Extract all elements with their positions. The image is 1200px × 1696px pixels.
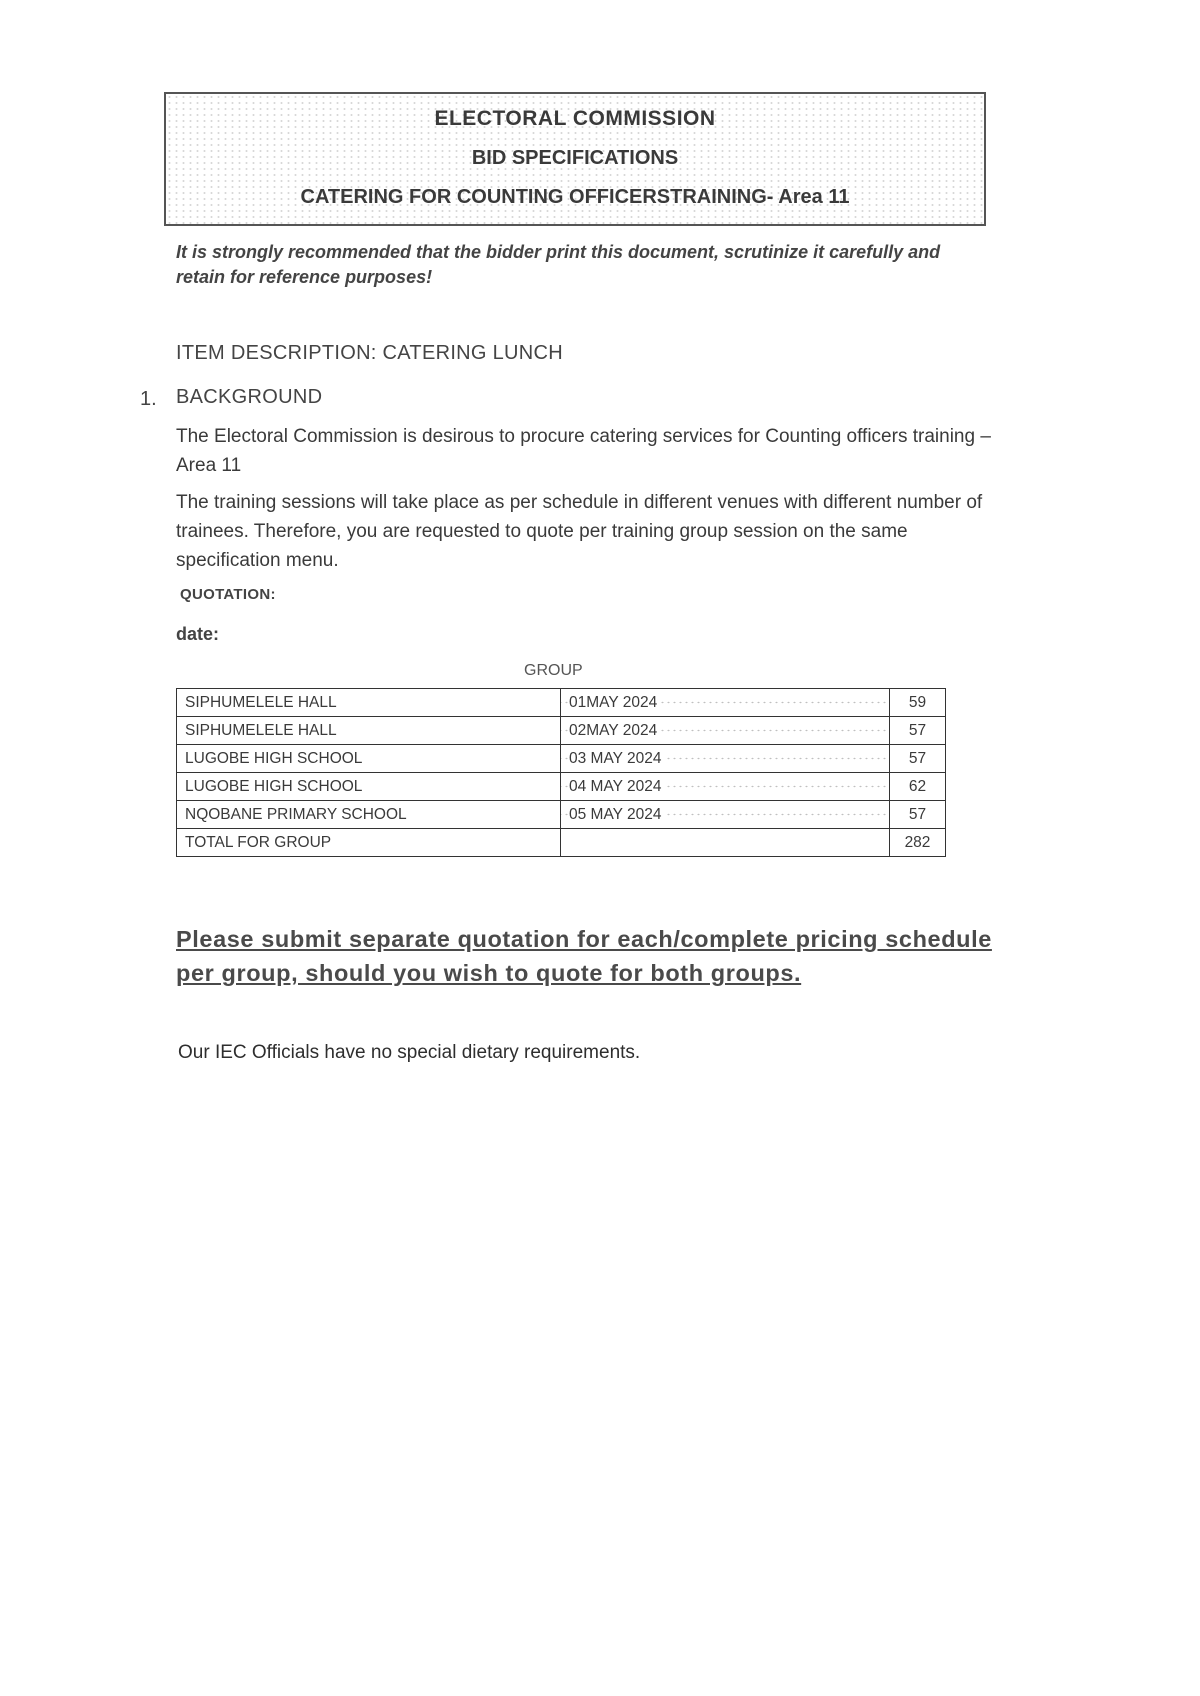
venue-cell: NQOBANE PRIMARY SCHOOL [177, 801, 561, 829]
schedule-table [176, 688, 946, 857]
dietary-note: Our IEC Officials have no special dietary requirements. [178, 1042, 641, 1063]
trainee-count-cell: 57 [890, 745, 946, 773]
table-row [177, 717, 946, 745]
date-value: 02MAY 2024 [569, 721, 658, 739]
table-row [177, 689, 946, 717]
date-cell [561, 773, 890, 801]
date-value: 01MAY 2024 [569, 693, 658, 711]
total-row [177, 829, 946, 857]
date-value: 03 MAY 2024 [569, 749, 662, 767]
trainee-count-cell: 57 [890, 717, 946, 745]
date-value: 05 MAY 2024 [569, 805, 662, 823]
venue-cell: LUGOBE HIGH SCHOOL [177, 745, 561, 773]
total-count-cell: 282 [890, 829, 946, 857]
date-cell [561, 689, 890, 717]
section-title: BACKGROUND [176, 386, 323, 408]
date-cell [561, 717, 890, 745]
table-row [177, 801, 946, 829]
total-label-cell: TOTAL FOR GROUP [177, 829, 561, 857]
venue-cell: SIPHUMELELE HALL [177, 689, 561, 717]
document-header [164, 92, 986, 226]
header-document-type: BID SPECIFICATIONS [471, 147, 679, 169]
date-label: date: [176, 624, 220, 644]
header-subject: CATERING FOR COUNTING OFFICERSTRAINING- Area 11 [300, 186, 850, 208]
date-cell [561, 745, 890, 773]
date-cell [561, 801, 890, 829]
trainee-count-cell: 62 [890, 773, 946, 801]
venue-cell: SIPHUMELELE HALL [177, 717, 561, 745]
group-label: GROUP [524, 662, 583, 679]
background-paragraph-2: The training sessions will take place as per schedule in different venues with different number of trainees. Therefore, you are requested to quote per training group session on the same specification menu. [176, 492, 983, 571]
submission-notice: Please submit separate quotation for each/complete pricing schedule per group, should you wish to quote for both groups. [176, 926, 992, 986]
trainee-count-cell: 57 [890, 801, 946, 829]
trainee-count-cell: 59 [890, 689, 946, 717]
section-number: 1. [140, 388, 157, 410]
recommendation-note: It is strongly recommended that the bidder print this document, scrutinize it carefully and retain for reference purposes! [176, 242, 941, 287]
venue-cell: LUGOBE HIGH SCHOOL [177, 773, 561, 801]
table-row [177, 745, 946, 773]
total-date-cell [561, 829, 890, 857]
quotation-label: QUOTATION: [180, 586, 276, 603]
table-row [177, 773, 946, 801]
item-description: ITEM DESCRIPTION: CATERING LUNCH [176, 342, 564, 364]
header-organization: ELECTORAL COMMISSION [434, 107, 716, 130]
date-value: 04 MAY 2024 [569, 777, 662, 795]
background-paragraph-1: The Electoral Commission is desirous to procure catering services for Counting officers training – Area 11 [176, 426, 991, 476]
